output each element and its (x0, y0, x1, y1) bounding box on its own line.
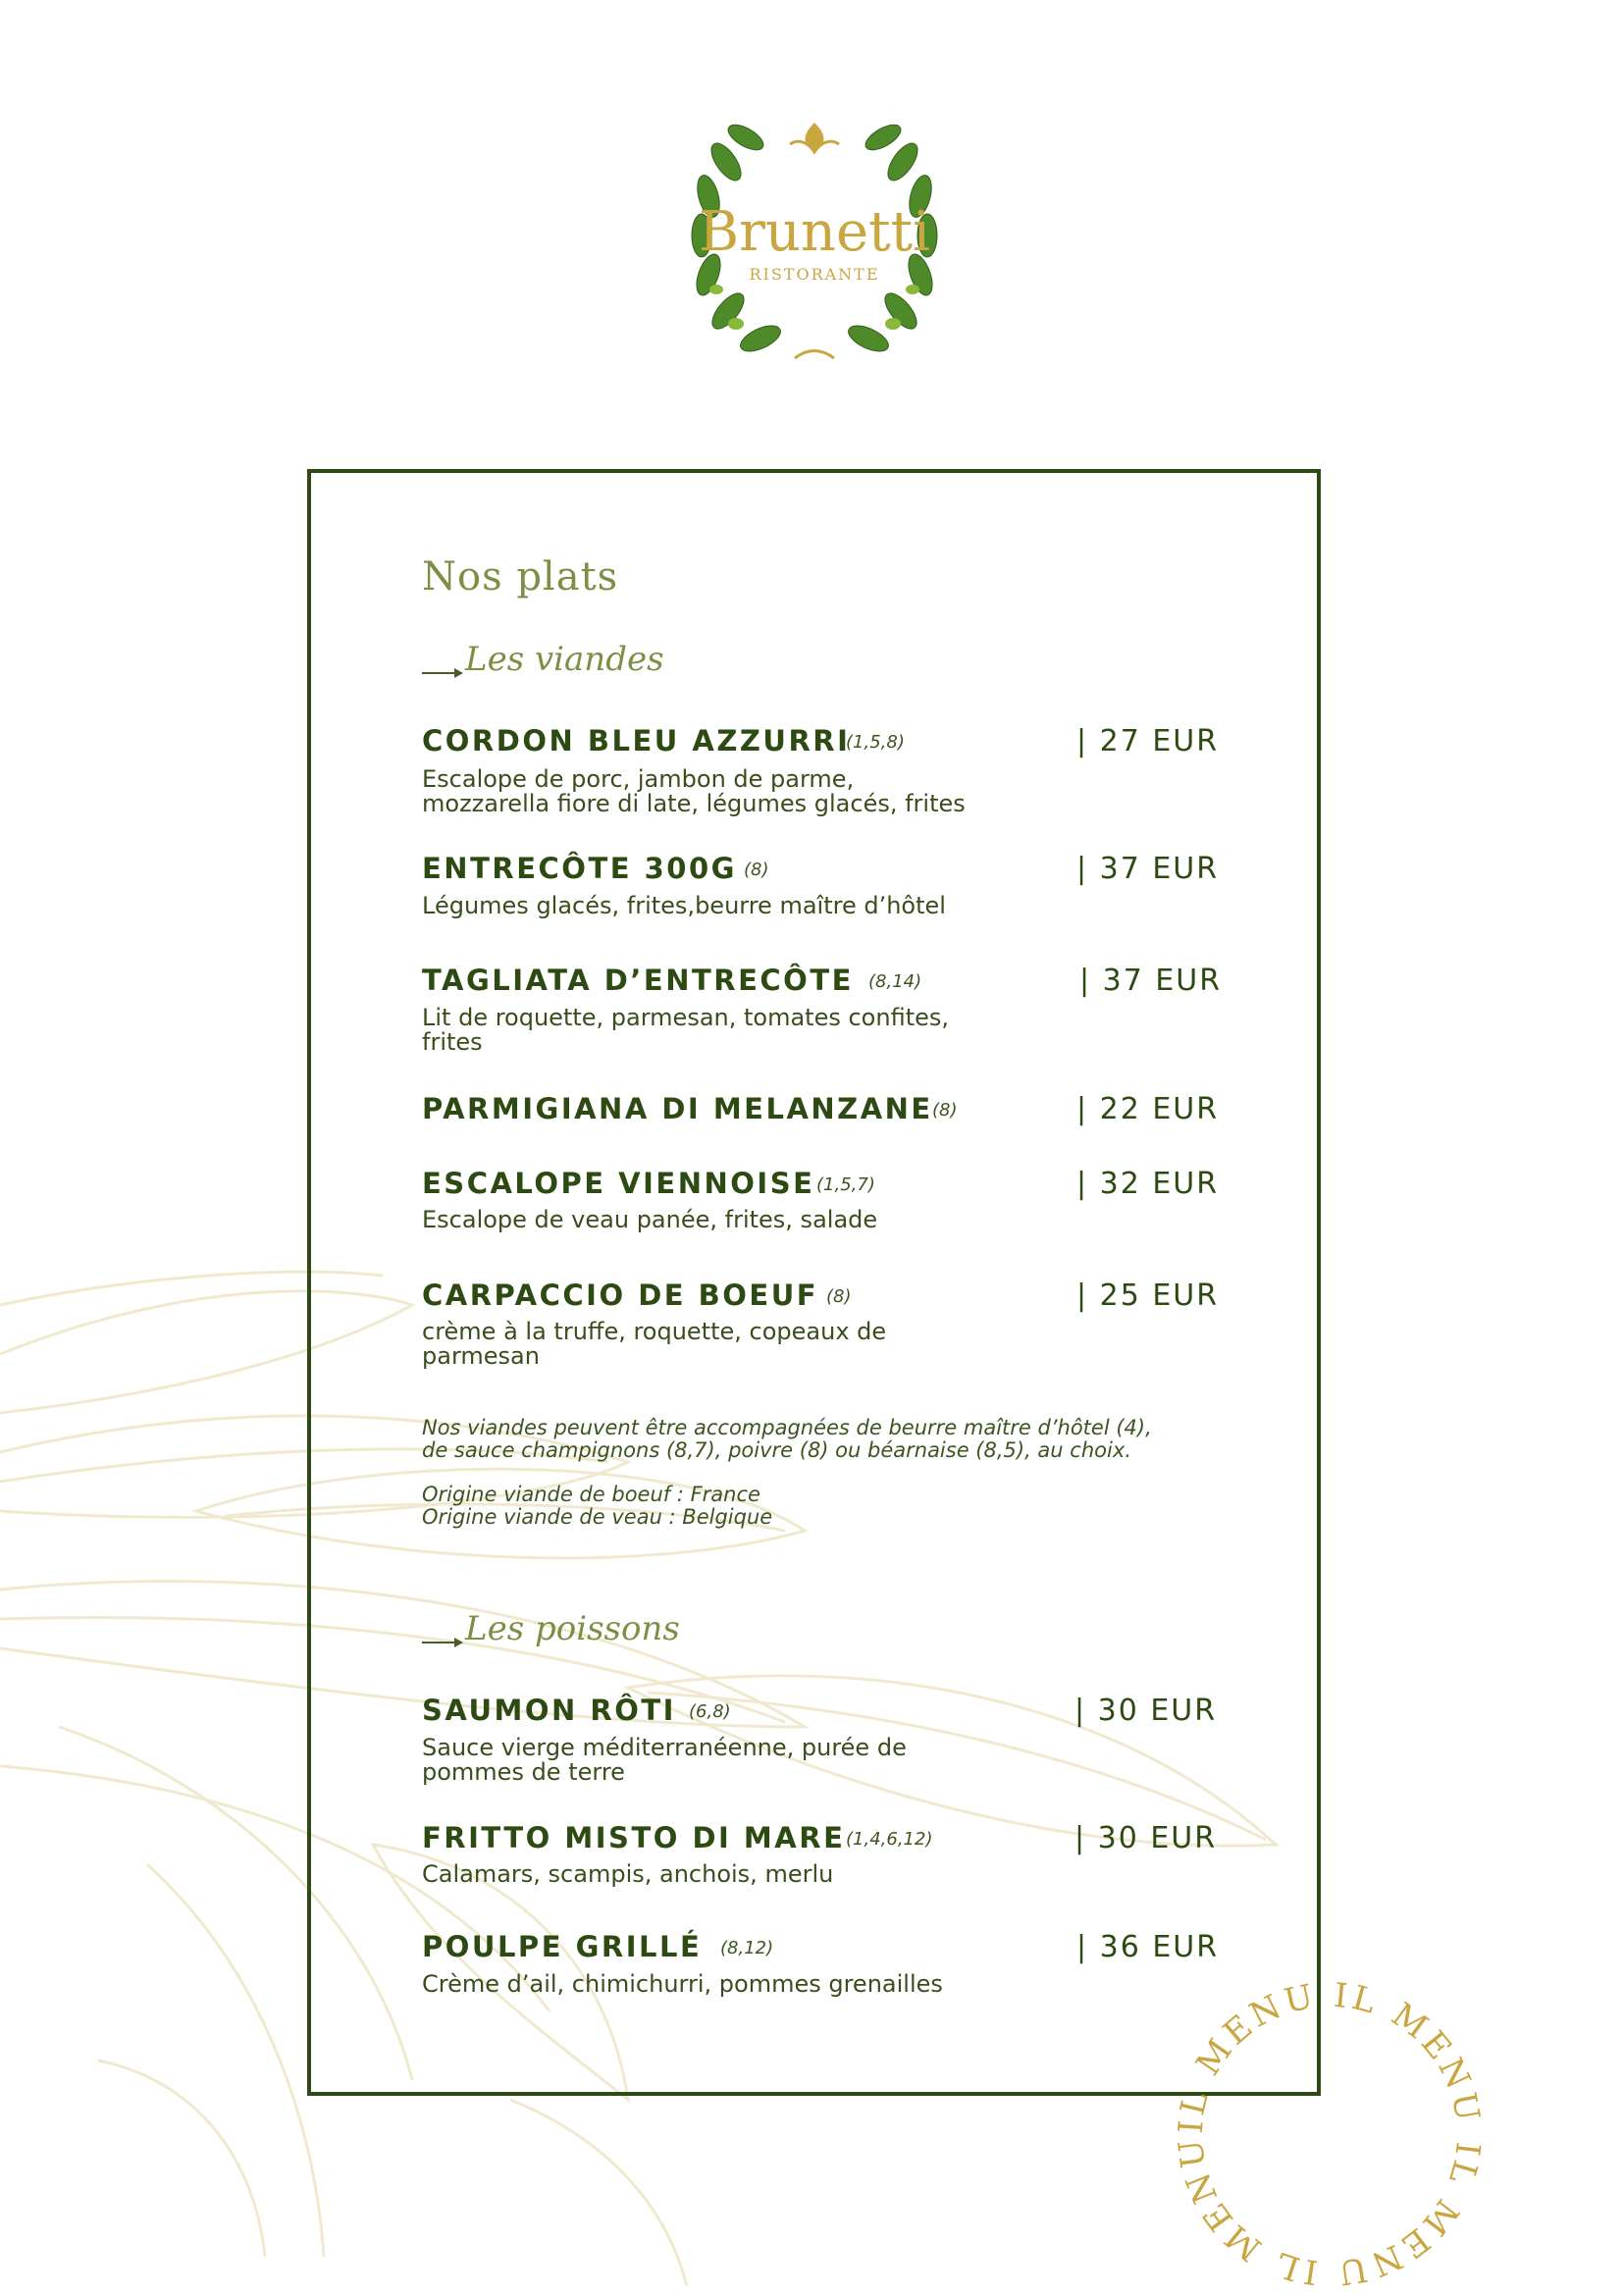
dish-description (422, 1862, 833, 1887)
page-title: Nos plats (422, 554, 619, 600)
brand-subtitle: RISTORANTE (749, 265, 880, 284)
description-line: pommes de terre (422, 1758, 625, 1786)
dish-price: | 22 EUR (1076, 1092, 1220, 1126)
description-line: mozzarella fiore di late, légumes glacés, frites (422, 790, 966, 817)
dish-name: ESCALOPE VIENNOISE (422, 1167, 815, 1200)
dish-description (422, 767, 966, 816)
dish-description (422, 1320, 886, 1369)
brunetti-logo (667, 93, 962, 388)
dish-allergens: (8) (744, 860, 769, 880)
dish-name: POULPE GRILLÉ (422, 1930, 703, 1963)
svg-text:IL MENU IL MENU IL MENU IL MEN (1171, 1976, 1488, 2293)
description-line: Sauce vierge méditerranéenne, purée de (422, 1734, 907, 1761)
dish-price: | 30 EUR (1074, 1821, 1218, 1855)
accompaniment-note (422, 1417, 1152, 1462)
description-line: Escalope de porc, jambon de parme, (422, 765, 855, 793)
description-line: Calamars, scampis, anchois, merlu (422, 1860, 834, 1888)
brand-name: Brunetti (698, 200, 931, 264)
stamp-text: IL MENU IL MENU IL MENU IL MENU (1171, 1975, 1489, 2293)
dish-price: | 37 EUR (1079, 964, 1223, 998)
il-menu-circular-stamp (1168, 1972, 1492, 2296)
dish-description (422, 1208, 877, 1232)
description-line: frites (422, 1028, 483, 1056)
dish-price: | 32 EUR (1076, 1167, 1220, 1201)
dish-name: SAUMON RÔTI (422, 1694, 676, 1727)
category-label: Les viandes (465, 640, 664, 679)
dish-description (422, 1006, 949, 1055)
category-heading-poissons (422, 1609, 680, 1648)
dish-price: | 30 EUR (1074, 1694, 1218, 1728)
dish-description (422, 894, 946, 918)
note-line: Nos viandes peuvent être accompagnées de beurre maître d’hôtel (4), (422, 1416, 1152, 1439)
category-label: Les poissons (465, 1609, 680, 1648)
dish-allergens: (1,5,7) (816, 1174, 875, 1195)
dish-price: | 25 EUR (1076, 1278, 1220, 1313)
description-line: parmesan (422, 1342, 540, 1370)
category-heading-viandes (422, 640, 664, 679)
dish-name: CARPACCIO DE BOEUF (422, 1278, 819, 1312)
dish-name: CORDON BLEU AZZURRI (422, 724, 851, 757)
description-line: Crème d’ail, chimichurri, pommes grenailles (422, 1970, 943, 1998)
dish-allergens: (8) (932, 1100, 958, 1121)
dish-description (422, 1736, 907, 1785)
dish-price: | 36 EUR (1076, 1930, 1220, 1964)
note-line: de sauce champignons (8,7), poivre (8) ou béarnaise (8,5), au choix. (422, 1438, 1131, 1462)
dish-price: | 37 EUR (1076, 852, 1220, 886)
dish-allergens: (6,8) (689, 1701, 731, 1722)
origin-note (422, 1484, 772, 1529)
dish-name: FRITTO MISTO DI MARE (422, 1821, 846, 1854)
dish-allergens: (1,5,8) (846, 732, 905, 753)
note-line: Origine viande de veau : Belgique (422, 1505, 773, 1529)
dish-allergens: (1,4,6,12) (846, 1829, 933, 1850)
dish-allergens: (8,14) (868, 971, 922, 992)
description-line: Légumes glacés, frites,beurre maître d’hôtel (422, 892, 946, 919)
dish-allergens: (8,12) (720, 1938, 774, 1958)
dish-price: | 27 EUR (1076, 724, 1220, 758)
description-line: crème à la truffe, roquette, copeaux de (422, 1318, 887, 1345)
dish-description (422, 1972, 943, 1997)
dish-name: PARMIGIANA DI MELANZANE (422, 1092, 933, 1125)
description-line: Lit de roquette, parmesan, tomates confites, (422, 1004, 949, 1031)
dish-name: ENTRECÔTE 300G (422, 852, 737, 885)
description-line: Escalope de veau panée, frites, salade (422, 1206, 878, 1233)
dish-allergens: (8) (826, 1286, 852, 1307)
dish-name: TAGLIATA D’ENTRECÔTE (422, 964, 854, 997)
note-line: Origine viande de boeuf : France (422, 1483, 760, 1506)
